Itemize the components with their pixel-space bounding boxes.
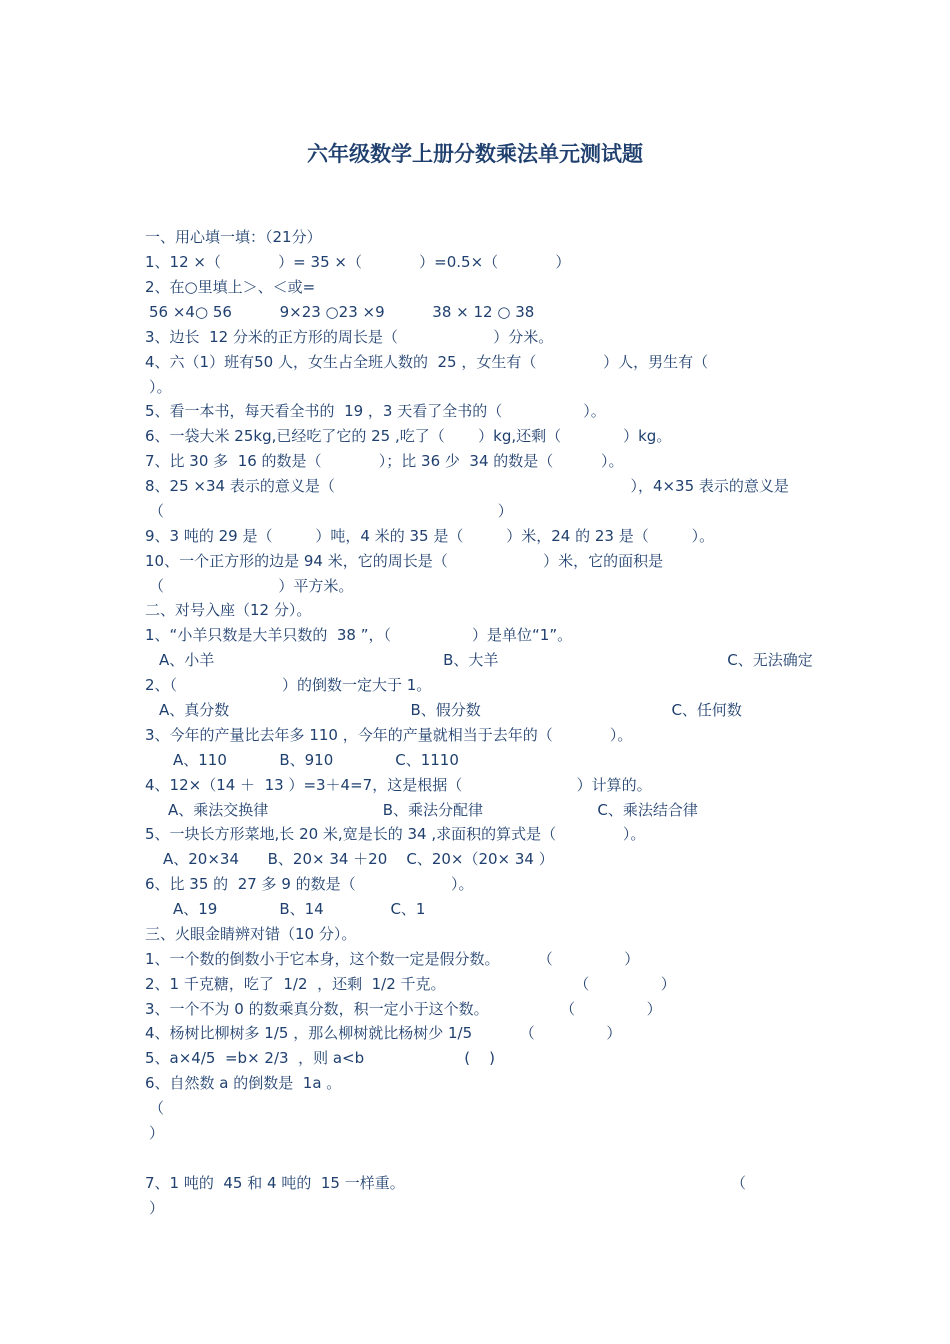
- q2-5-options: A、20×34 B、20× 34 ＋20 C、20×（20× 34 ）: [163, 850, 554, 868]
- q3-5: 5、a×4/5 =b× 2/3 ，则 a<b ( ): [145, 1049, 496, 1067]
- q3-3: 3、一个不为 0 的数乘真分数，积一定小于这个数。 （ ）: [145, 1000, 662, 1018]
- q2-6-options: A、19 B、14 C、1: [173, 900, 426, 918]
- q3-7-paren-close: ）: [149, 1199, 165, 1217]
- q1-10-cont: （ ）平方米。: [149, 577, 354, 595]
- q1-7: 7、比 30 多 16 的数是（ ）；比 36 少 34 的数是（ ）。: [145, 452, 624, 470]
- section-3-heading: 三、火眼金睛辨对错（10 分）。: [145, 925, 357, 943]
- q1-3: 3、边长 12 分米的正方形的周长是（ ）分米。: [145, 328, 554, 346]
- q2-3: 3、今年的产量比去年多 110 ，今年的产量就相当于去年的（ ）。: [145, 726, 633, 744]
- q3-6-paren-open: （: [149, 1099, 165, 1117]
- q2-2: 2、（ ）的倒数一定大于 1。: [145, 676, 432, 694]
- q2-5: 5、一块长方形菜地,长 20 米,宽是长的 34 ,求面积的算式是（ ）。: [145, 825, 646, 843]
- section-1-heading: 一、用心填一填：（21分）: [145, 228, 322, 246]
- q2-2-options: A、真分数 B、假分数 C、任何数: [159, 701, 742, 719]
- q1-10: 10、一个正方形的边是 94 米，它的周长是（ ）米，它的面积是: [145, 552, 664, 570]
- q3-6: 6、自然数 a 的倒数是 1a 。: [145, 1074, 342, 1092]
- q2-4-options: A、乘法交换律 B、乘法分配律 C、乘法结合律: [168, 801, 698, 819]
- q1-2: 2、在○里填上＞、＜或=: [145, 278, 316, 296]
- q3-6-paren-close: ）: [149, 1124, 165, 1142]
- q1-9: 9、3 吨的 29 是（ ）吨，4 米的 35 是（ ）米，24 的 23 是（ ）。: [145, 527, 715, 545]
- q3-7: 7、1 吨的 45 和 4 吨的 15 一样重。: [145, 1174, 405, 1192]
- q2-3-options: A、110 B、910 C、1110: [173, 751, 459, 769]
- q1-8: 8、25 ×34 表示的意义是（ ），4×35 表示的意义是: [145, 477, 789, 495]
- section-2-heading: 二、对号入座（12 分）。: [145, 601, 312, 619]
- q2-4: 4、12×（14 ＋ 13 ）=3＋4=7，这是根据（ ）计算的。: [145, 776, 652, 794]
- q1-4: 4、六（1）班有50 人，女生占全班人数的 25 ，女生有（ ）人，男生有（: [145, 353, 709, 371]
- q3-2: 2、1 千克糖，吃了 1/2 ，还剩 1/2 千克。 （ ）: [145, 975, 676, 993]
- q3-7-paren-open: （: [731, 1174, 747, 1192]
- q1-2-items: 56 ×4○ 56 9×23 ○23 ×9 38 × 12 ○ 38: [149, 303, 535, 321]
- q2-6: 6、比 35 的 27 多 9 的数是（ ）。: [145, 875, 474, 893]
- q2-1: 1、“小羊只数是大羊只数的 38 ”，（ ）是单位“1”。: [145, 626, 573, 644]
- page-title: 六年级数学上册分数乘法单元测试题: [307, 142, 643, 166]
- q1-4-cont: ）。: [149, 378, 172, 396]
- q1-6: 6、一袋大米 25kg,已经吃了它的 25 ,吃了（ ）kg,还剩（ ）kg。: [145, 427, 672, 445]
- q1-8-cont: （ ）: [149, 502, 513, 520]
- q1-1: 1、12 ×（ ）= 35 ×（ ）=0.5×（ ）: [145, 253, 571, 271]
- q1-5: 5、看一本书，每天看全书的 19 ，3 天看了全书的（ ）。: [145, 402, 606, 420]
- q3-4: 4、杨树比柳树多 1/5 ，那么柳树就比杨树少 1/5 （ ）: [145, 1024, 622, 1042]
- q3-1: 1、一个数的倒数小于它本身，这个数一定是假分数。 （ ）: [145, 950, 640, 968]
- q2-1-options: A、小羊 B、大羊 C、无法确定: [159, 651, 813, 669]
